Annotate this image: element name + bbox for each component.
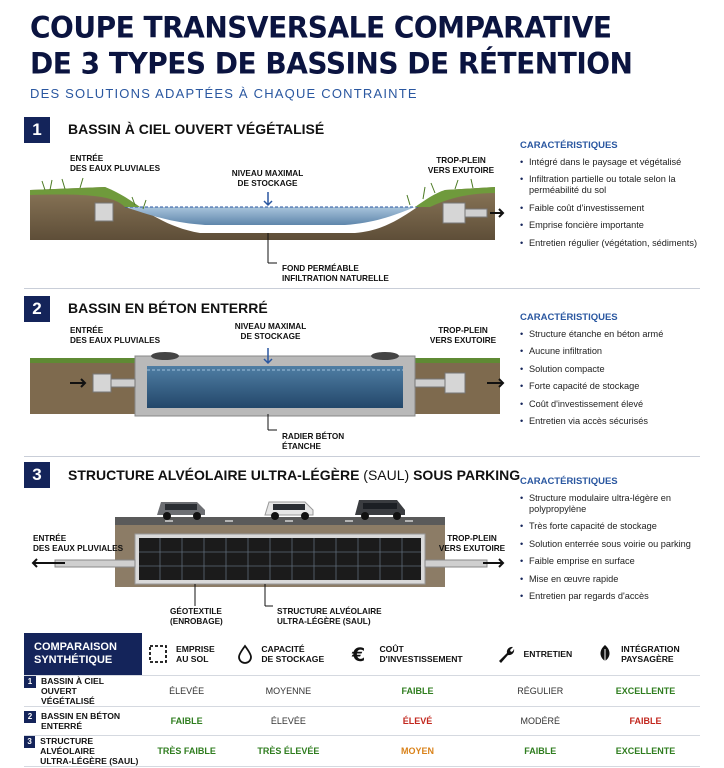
char-item: • Mise en œuvre rapide (520, 574, 710, 585)
s2-level-label: NIVEAU MAXIMAL DE STOCKAGE (234, 322, 307, 341)
overflow-pipe (415, 379, 445, 387)
table-row (24, 706, 700, 735)
table-cell: TRÈS FAIBLE (142, 735, 231, 766)
char-item: • Coût d'investissement élevé (520, 399, 710, 410)
col-cost: € COÛT D'INVESTISSEMENT (345, 633, 489, 675)
s1-bottom-label: FOND PERMÉABLE INFILTRATION NATURELLE (282, 264, 389, 283)
s1-inlet-label: ENTRÉE DES EAUX PLUVIALES (70, 154, 161, 173)
row-number: 3 (24, 736, 35, 748)
char-item: • Très forte capacité de stockage (520, 521, 710, 532)
stored-water (147, 366, 403, 408)
col-landscape: INTÉGRATION PAYSAGÈRE (591, 633, 700, 675)
water-drop-icon (237, 644, 253, 664)
table-cell: FAIBLE (142, 706, 231, 735)
water-body (125, 207, 415, 225)
section-3-diagram (25, 482, 510, 630)
row-label: 2 BASSIN EN BÉTON ENTERRÉ (24, 706, 142, 735)
table-cell: MOYEN (345, 735, 489, 766)
chars-heading: CARACTÉRISTIQUES (520, 476, 618, 487)
col-capacity: CAPACITÉ DE STOCKAGE (231, 633, 345, 675)
char-item: • Faible coût d'investissement (520, 203, 710, 214)
section-2-diagram (25, 318, 510, 453)
s2-inlet-label: ENTRÉE DES EAUX PLUVIALES (70, 326, 161, 345)
table-cell: FAIBLE (345, 675, 489, 706)
level-arrow-icon (264, 192, 272, 205)
access-hatch-right (371, 352, 399, 360)
comparison-table (24, 633, 700, 767)
inlet-pipe (55, 560, 135, 567)
row-label: 1 BASSIN À CIEL OUVERT VÉGÉTALISÉ (24, 675, 142, 706)
char-item: • Solution compacte (520, 364, 710, 375)
alveolar-modules (139, 538, 421, 580)
row-label: 3 STRUCTURE ALVÉOLAIRE ULTRA-LÉGÈRE (SAUL) (24, 735, 142, 766)
char-item: • Entretien par regards d'accès (520, 591, 710, 602)
overflow-chamber (443, 203, 465, 223)
section-divider (24, 456, 700, 457)
s1-overflow-label: TROP-PLEIN VERS EXUTOIRE (427, 156, 495, 175)
table-cell: FAIBLE (591, 706, 700, 735)
s2-overflow-label: TROP-PLEIN VERS EXUTOIRE (429, 326, 497, 345)
char-item: • Forte capacité de stockage (520, 381, 710, 392)
section-3-number: 3 (24, 462, 50, 488)
table-cell: FAIBLE (490, 735, 592, 766)
table-cell: TRÈS ÉLEVÉE (231, 735, 345, 766)
table-cell: ÉLEVÉE (231, 706, 345, 735)
chars-heading: CARACTÉRISTIQUES (520, 312, 618, 323)
section-2-title: BASSIN EN BÉTON ENTERRÉ (68, 300, 268, 316)
main-title-line2: DE 3 TYPES DE BASSINS DE RÉTENTION (30, 46, 633, 81)
saul-cross-section (25, 482, 510, 630)
leaf-icon (597, 644, 613, 664)
col-footprint: EMPRISE AU SOL (142, 633, 231, 675)
section-3-characteristics (520, 476, 710, 608)
section-1-number: 1 (24, 117, 50, 143)
table-header-first: COMPARAISON SYNTHÉTIQUE (24, 633, 142, 675)
table-cell: MOYENNE (231, 675, 345, 706)
table-row (24, 675, 700, 706)
table-cell: ÉLEVÉE (142, 675, 231, 706)
chars-heading: CARACTÉRISTIQUES (520, 140, 618, 151)
s3-overflow-label: TROP-PLEIN VERS EXUTOIRE (438, 534, 506, 553)
section-1-diagram (25, 145, 510, 285)
table-row (24, 735, 700, 766)
section-2-characteristics (520, 312, 710, 433)
access-hatch-left (151, 352, 179, 360)
col-maintenance: ENTRETIEN (490, 633, 592, 675)
char-item: • Faible emprise en surface (520, 556, 710, 567)
overflow-chamber (445, 373, 465, 393)
section-1-characteristics (520, 140, 710, 255)
s2-bottom-label: RADIER BÉTON ÉTANCHE (282, 432, 345, 451)
char-item: • Entretien régulier (végétation, sédiments) (520, 238, 710, 249)
char-item: • Infiltration partielle ou totale selon la perméabilité du sol (520, 174, 710, 196)
inlet-pipe (111, 379, 135, 387)
char-item: • Aucune infiltration (520, 346, 710, 357)
section-2-number: 2 (24, 296, 50, 322)
char-item: • Solution enterrée sous voirie ou parking (520, 539, 710, 550)
outlet-pipe (465, 209, 487, 217)
subtitle: DES SOLUTIONS ADAPTÉES À CHAQUE CONTRAINTE (30, 86, 418, 101)
section-1-title: BASSIN À CIEL OUVERT VÉGÉTALISÉ (68, 121, 325, 137)
char-item: • Emprise foncière importante (520, 220, 710, 231)
s3-structure-label: STRUCTURE ALVÉOLAIRE ULTRA-LÉGÈRE (SAUL) (277, 607, 382, 626)
char-item: • Entretien via accès sécurisés (520, 416, 710, 427)
dashed-square-icon (148, 644, 168, 664)
inlet-chamber (95, 203, 113, 221)
row-number: 1 (24, 676, 36, 688)
s3-geotextile-label: GÉOTEXTILE (ENROBAGE) (170, 607, 223, 626)
char-item: • Intégré dans le paysage et végétalisé (520, 157, 710, 168)
wrench-icon (496, 644, 516, 664)
main-title-line1: COUPE TRANSVERSALE COMPARATIVE (30, 10, 612, 45)
table-cell: EXCELLENTE (591, 735, 700, 766)
table-cell: ÉLEVÉ (345, 706, 489, 735)
s3-inlet-label: ENTRÉE DES EAUX PLUVIALES (33, 534, 124, 553)
table-cell: RÉGULIER (490, 675, 592, 706)
table-cell: MODÉRÉ (490, 706, 592, 735)
overflow-pipe (425, 560, 487, 567)
section-divider (24, 288, 700, 289)
euro-icon (351, 644, 371, 664)
inlet-chamber (93, 374, 111, 392)
char-item: • Structure étanche en béton armé (520, 329, 710, 340)
section-3-title: STRUCTURE ALVÉOLAIRE ULTRA-LÉGÈRE (SAUL) SOUS PARKING (68, 467, 521, 483)
table-cell: EXCELLENTE (591, 675, 700, 706)
row-number: 2 (24, 711, 36, 723)
table-header-row (24, 633, 700, 675)
s1-level-label: NIVEAU MAXIMAL DE STOCKAGE (231, 169, 304, 188)
svg-text:€: € (352, 643, 366, 664)
char-item: • Structure modulaire ultra-légère en polypropylène (520, 493, 710, 515)
